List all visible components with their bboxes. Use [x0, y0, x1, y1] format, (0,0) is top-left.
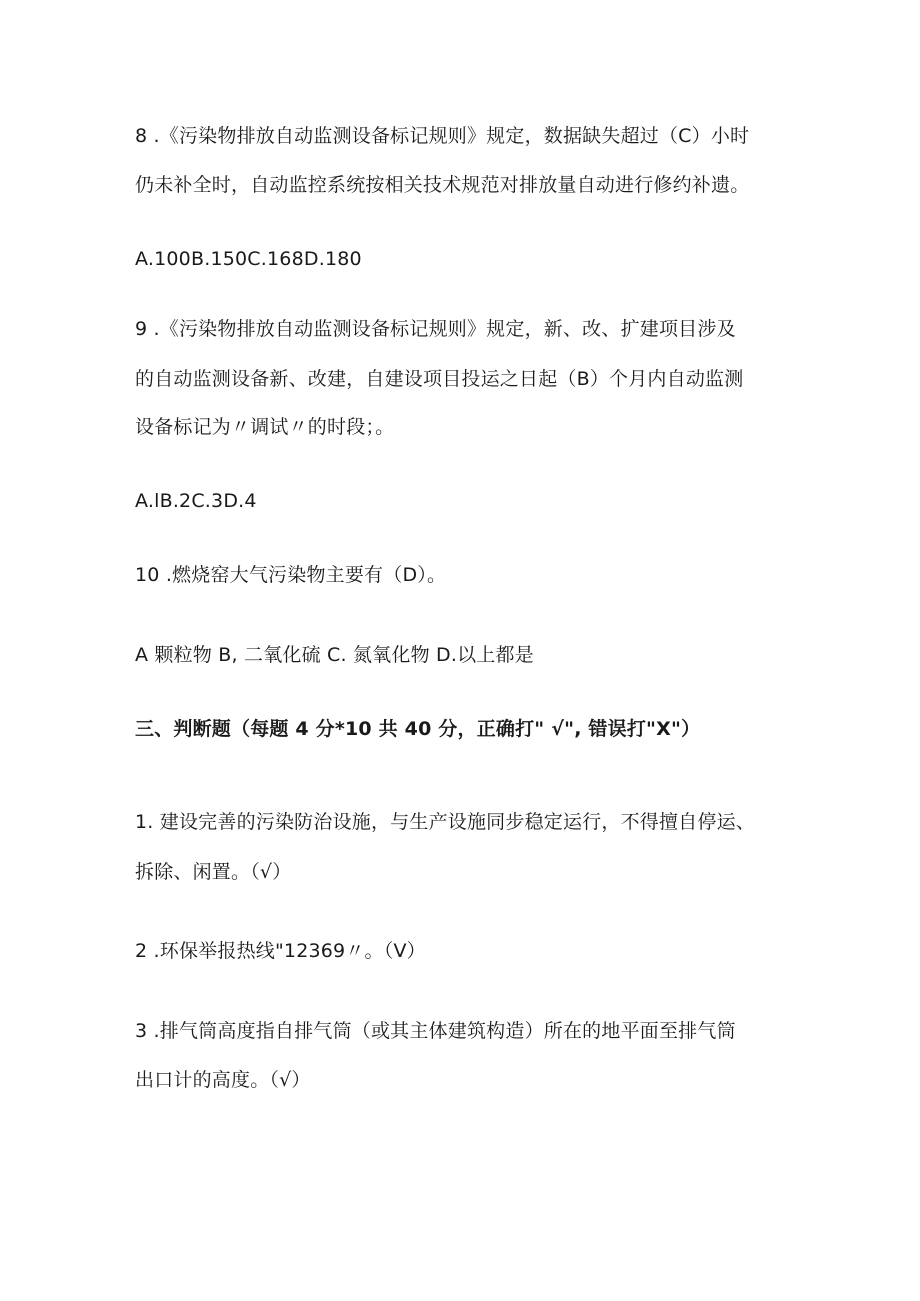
section-3-heading: 三、判断题（每题 4 分*10 共 40 分，正确打" √", 错误打"X"）	[135, 718, 701, 740]
judge-1-line-1: 1. 建设完善的污染防治设施，与生产设施同步稳定运行，不得擅自停运、	[135, 811, 755, 833]
question-9-options: A.lB.2C.3D.4	[135, 490, 257, 512]
judge-3-line-2: 出口计的高度。（√）	[135, 1069, 311, 1091]
question-8-options: A.100B.150C.168D.180	[135, 248, 362, 270]
question-8-line-2: 仍未补全时，自动监控系统按相关技术规范对排放量自动进行修约补遗。	[135, 174, 750, 196]
question-10-options: A 颗粒物 B, 二氧化硫 C. 氮氧化物 D.以上都是	[135, 644, 534, 666]
judge-1-line-2: 拆除、闲置。（√）	[135, 861, 292, 883]
question-9-line-2: 的自动监测设备新、改建，自建设项目投运之日起（B）个月内自动监测	[135, 368, 744, 390]
question-9-line-1: 9 .《污染物排放自动监测设备标记规则》规定，新、改、扩建项目涉及	[135, 318, 736, 340]
question-8-line-1: 8 .《污染物排放自动监测设备标记规则》规定，数据缺失超过（C）小时	[135, 125, 750, 147]
question-10-line-1: 10 .燃烧窑大气污染物主要有（D）。	[135, 564, 447, 586]
question-9-line-3: 设备标记为〃调试〃的时段；。	[135, 416, 395, 438]
judge-3-line-1: 3 .排气筒高度指自排气筒（或其主体建筑构造）所在的地平面至排气筒	[135, 1020, 736, 1042]
judge-2-line-1: 2 .环保举报热线"12369〃。（V）	[135, 940, 426, 962]
